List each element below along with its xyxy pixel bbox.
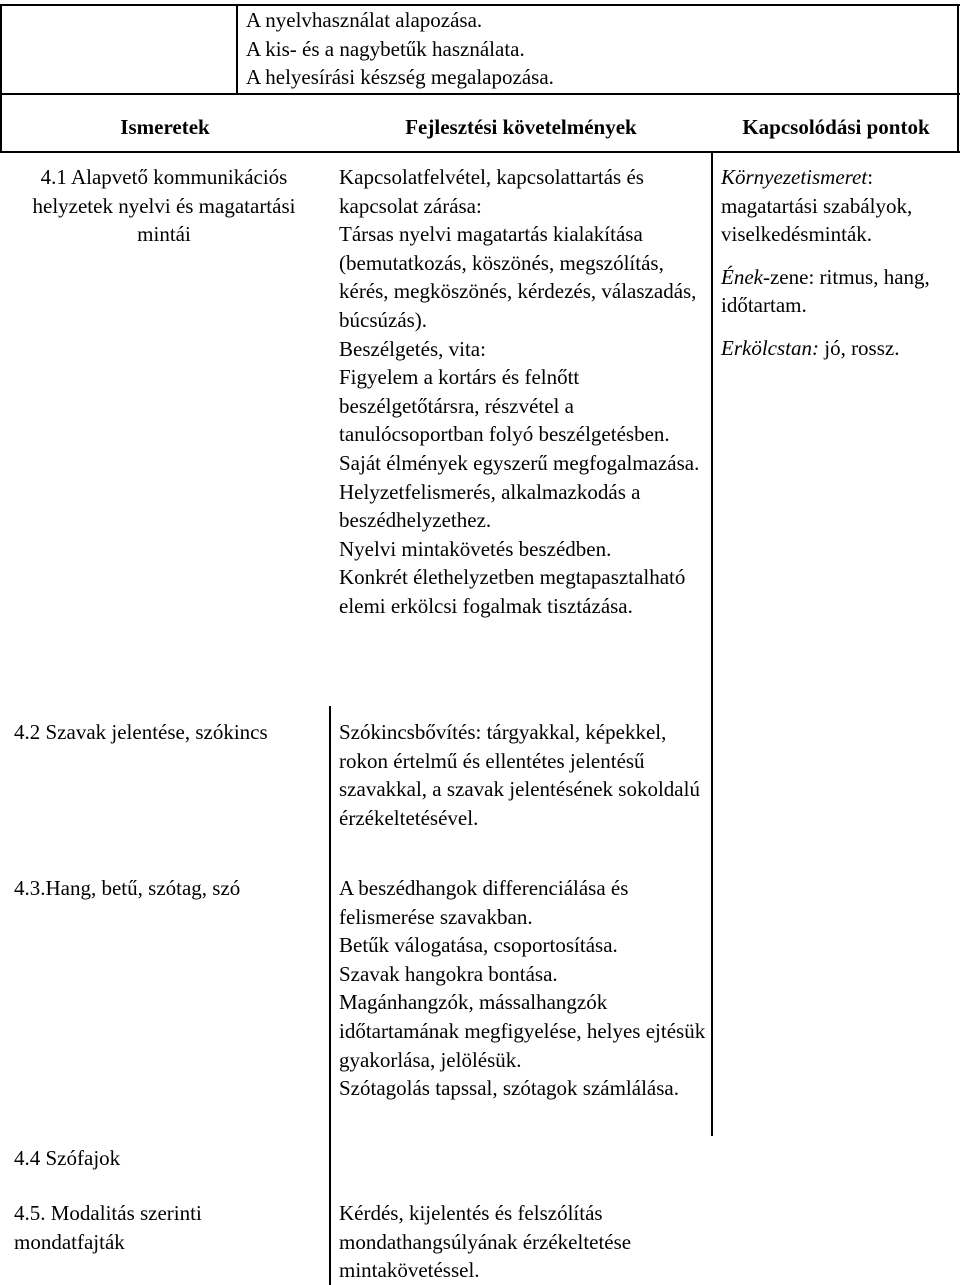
requirement-item: Figyelem a kortárs és felnőtt beszélgetőtársra, részvétel a tanulócsoportban folyó beszélgetésben. [339, 365, 670, 447]
requirement-item: Helyzetfelismerés, alkalmazkodás a beszédhelyzethez. [339, 479, 641, 533]
topic-4-1: 4.1 Alapvető kommunikációs helyzetek nyelvi és magatartási mintái [32, 165, 296, 247]
column-divider-2 [711, 151, 713, 1136]
column-divider-1 [329, 706, 331, 1285]
requirement-item: Kapcsolatfelvétel, kapcsolattartás és kapcsolat zárása: [339, 165, 644, 218]
connection-text: ritmus, hang, időtartam. [721, 264, 930, 318]
requirement-item: Beszélgetés, vita: [339, 336, 486, 361]
top-box-line: A kis- és a nagybetűk használata. [246, 36, 525, 61]
connection-item [721, 163, 953, 249]
requirements-4-5 [339, 1199, 707, 1285]
header-bottom-border [0, 151, 960, 153]
topic-4-5: 4.5. Modalitás szerinti mondatfajták [14, 1201, 202, 1254]
connection-subject: Ének [721, 264, 763, 289]
connection-item [721, 263, 953, 320]
requirements-4-3 [339, 874, 707, 1103]
topic-4-2: 4.2 Szavak jelentése, szókincs [14, 720, 268, 744]
header-kapcsolodasi-pontok: Kapcsolódási pontok [742, 115, 930, 139]
connection-text: jó, rossz. [818, 335, 900, 360]
top-box-divider [236, 4, 238, 94]
top-box-text [246, 6, 946, 92]
requirement-item: Betűk válogatása, csoportosítása. [339, 933, 618, 958]
top-box-line: A nyelvhasználat alapozása. [246, 8, 483, 32]
requirement-item: Szótagolás tapssal, szótagok számlálása. [339, 1076, 679, 1101]
connection-subject: Környezetismeret [721, 165, 868, 189]
connection-subject: Erkölcstan: [721, 335, 819, 360]
topic-4-4: 4.4 Szófajok [14, 1146, 121, 1170]
requirement-item: Konkrét élethelyzetben megtapasztalható elemi erkölcsi fogalmak tisztázása. [339, 565, 686, 618]
requirement-item: Szavak hangokra bontása. [339, 961, 558, 986]
top-box-line: A helyesírási készség megalapozása. [246, 65, 554, 90]
connection-sep: : [867, 165, 874, 189]
header-fejlesztesi-kovetelmenyek: Fejlesztési követelmények [405, 115, 637, 139]
topic-4-3: 4.3.Hang, betű, szótag, szó [14, 876, 241, 900]
requirement-item: Saját élmények egyszerű megfogalmazása. [339, 450, 700, 475]
connection-sep: -zene: [762, 264, 815, 289]
requirements-4-1 [339, 163, 707, 621]
requirement-item: Nyelvi mintakövetés beszédben. [339, 536, 612, 561]
requirement-item: Kérdés, kijelentés és felszólítás mondathangsúlyának érzékeltetése mintakövetéssel. [339, 1201, 632, 1283]
connection-item [721, 334, 953, 363]
connections-4-1 [721, 163, 953, 363]
header-ismeretek: Ismeretek [120, 115, 210, 139]
top-box-bottom-border [0, 93, 960, 95]
requirement-item: A beszédhangok differenciálása és felismerése szavakban. [339, 876, 629, 929]
requirement-item: Magánhangzók, mássalhangzók időtartamának megfigyelése, helyes ejtésük gyakorlása, jelölésük. [339, 990, 706, 1072]
requirement-item: Társas nyelvi magatartás kialakítása (bemutatkozás, köszönés, megszólítás, kérés, megköszönés, kérdezés, válaszadás, búcsúzás). [339, 222, 697, 332]
requirements-4-2 [339, 718, 707, 832]
requirement-item: Szókincsbővítés: tárgyakkal, képekkel, rokon értelmű és ellentétes jelentésű szavakkal, a szavak jelentésének sokoldalú érzékeltetésével. [339, 720, 700, 830]
connection-text: magatartási szabályok, viselkedésminták. [721, 193, 913, 247]
